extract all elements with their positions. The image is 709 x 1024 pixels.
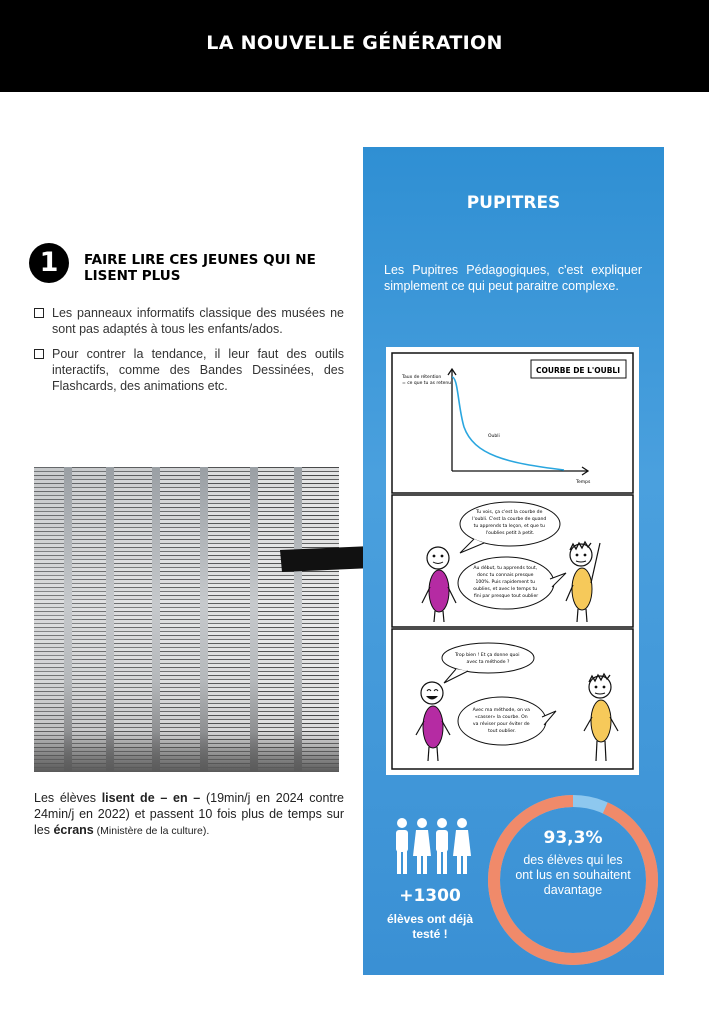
panel-intro: Les Pupitres Pédagogiques, c'est expliquer simplement ce qui peut paraitre complexe. bbox=[384, 263, 642, 293]
bullet-item bbox=[34, 346, 344, 394]
satisfaction-percent: 93,3% bbox=[543, 828, 603, 848]
comic-strip bbox=[386, 347, 639, 775]
museum-panels-photo bbox=[34, 467, 339, 772]
students-count: +1300 bbox=[399, 886, 461, 906]
page-header bbox=[0, 0, 709, 92]
satisfaction-label: des élèves qui les ont lus en souhaitent davantage bbox=[515, 853, 631, 897]
curve-label: Oubli bbox=[488, 434, 500, 439]
bubble-text: Avec ma méthode, on va «casser» la courbe. On va réviser pour éviter de tout oublier. bbox=[472, 708, 530, 734]
curve-title: COURBE DE L'OUBLI bbox=[536, 366, 620, 375]
checkbox-icon bbox=[34, 308, 44, 318]
students-count-label: élèves ont déjà testé ! bbox=[386, 912, 474, 941]
caption-bold-screens: écrans bbox=[53, 823, 94, 837]
section-heading: FAIRE LIRE CES JEUNES QUI NE LISENT PLUS bbox=[84, 252, 316, 284]
section-number-badge: 1 bbox=[29, 243, 69, 283]
people-group-icon bbox=[391, 816, 475, 880]
bubble-text: Trop bien ! Et ça donne quoi avec ta méthode ? bbox=[455, 653, 520, 665]
panel-title: PUPITRES bbox=[466, 193, 561, 213]
y-label-1: Taux de rétention bbox=[402, 375, 442, 380]
checkbox-icon bbox=[34, 349, 44, 359]
page-title: LA NOUVELLE GÉNÉRATION bbox=[206, 32, 503, 54]
x-label: Temps bbox=[576, 480, 591, 485]
bubble-text: Tu vois, ça c'est la courbe de l'oubli. C'est la courbe de quand tu apprends ta leçon, et que tu l'oublies petit à petit. bbox=[472, 510, 547, 536]
bullet-text: Les panneaux informatifs classique des musées ne sont pas adaptés à tous les enfants/ados. bbox=[52, 306, 344, 336]
y-label-2: = ce que tu as retenu bbox=[402, 381, 452, 386]
caption-bold-less: lisent de – en – bbox=[101, 791, 201, 805]
bullet-text: Pour contrer la tendance, il leur faut des outils interactifs, comme des Bandes Dessinées, des Flashcards, des animations etc. bbox=[52, 347, 344, 393]
caption-source: (Ministère de la culture). bbox=[93, 825, 210, 837]
bullet-item bbox=[34, 305, 344, 337]
bullet-list bbox=[34, 305, 344, 403]
bubble-text: Au début, tu apprends tout, donc tu connais presque 100%. Puis rapidement tu oublies, et avec le temps tu fini par presque tout oublier bbox=[473, 566, 539, 599]
statistic-caption: Les élèves lisent de – en – (19min/j en 2024 contre 24min/j en 2022) et passent 10 fois plus de temps sur les écrans (Ministère de la culture). bbox=[34, 791, 344, 837]
